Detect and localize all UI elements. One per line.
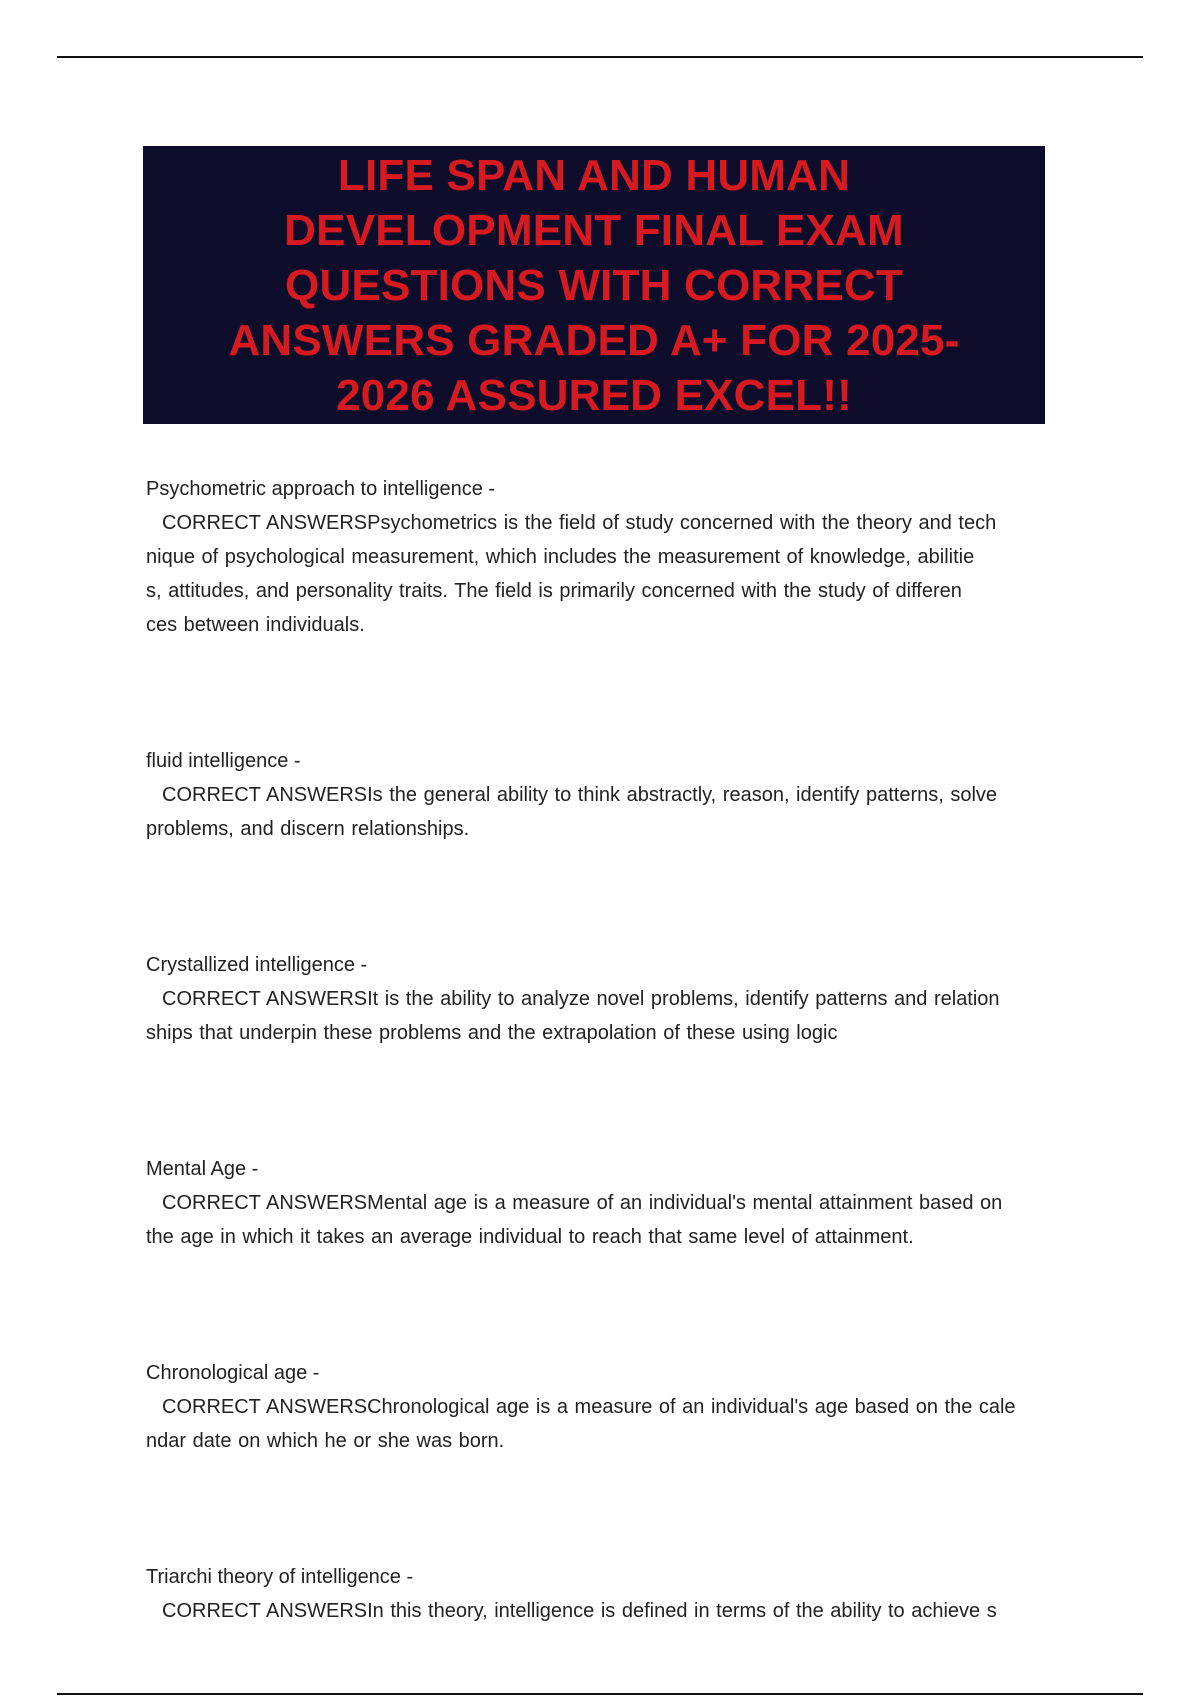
question-term: Psychometric approach to intelligence -: [146, 478, 496, 500]
answer-line: CORRECT ANSWERSIt is the ability to analyze novel problems, identify patterns and relation: [162, 988, 1000, 1010]
footer-rule: [57, 1693, 1143, 1695]
answer-line: nique of psychological measurement, which includes the measurement of knowledge, abilitie: [146, 546, 975, 568]
title-line: 2026 ASSURED EXCEL!!: [336, 370, 852, 420]
answer-line: CORRECT ANSWERSPsychometrics is the field of study concerned with the theory and tech: [162, 512, 997, 534]
answer-line: ces between individuals.: [146, 614, 365, 636]
question-term: Mental Age -: [146, 1158, 259, 1180]
answer-line: CORRECT ANSWERSMental age is a measure of an individual's mental attainment based on: [162, 1192, 1003, 1214]
qa-item: [146, 1356, 1086, 1458]
title-line: ANSWERS GRADED A+ FOR 2025-: [228, 315, 960, 365]
question-term: Triarchi theory of intelligence -: [146, 1566, 414, 1588]
answer-line: ndar date on which he or she was born.: [146, 1430, 505, 1452]
question-term: Crystallized intelligence -: [146, 954, 368, 976]
qa-item: [146, 472, 1086, 642]
question-term: fluid intelligence -: [146, 750, 301, 772]
answer-line: CORRECT ANSWERSChronological age is a measure of an individual's age based on the cale: [162, 1396, 1016, 1418]
title-banner: [143, 146, 1045, 424]
answer-line: CORRECT ANSWERSIs the general ability to think abstractly, reason, identify patterns, solve: [162, 784, 998, 806]
question-term: Chronological age -: [146, 1362, 320, 1384]
qa-item: [146, 1152, 1086, 1254]
header-rule: [57, 56, 1143, 58]
qa-list: [146, 472, 1086, 1628]
answer-line: s, attitudes, and personality traits. The field is primarily concerned with the study of differen: [146, 580, 962, 602]
answer-line: ships that underpin these problems and the extrapolation of these using logic: [146, 1022, 838, 1044]
answer-line: the age in which it takes an average individual to reach that same level of attainment.: [146, 1226, 914, 1248]
qa-item: [146, 744, 1086, 846]
qa-item: [146, 948, 1086, 1050]
qa-item: [146, 1560, 1086, 1628]
title-line: QUESTIONS WITH CORRECT: [285, 260, 903, 310]
title-line: LIFE SPAN AND HUMAN: [337, 150, 851, 200]
answer-line: CORRECT ANSWERSIn this theory, intelligence is defined in terms of the ability to achieve s: [162, 1600, 997, 1622]
title-line: DEVELOPMENT FINAL EXAM: [284, 205, 904, 255]
answer-line: problems, and discern relationships.: [146, 818, 470, 840]
